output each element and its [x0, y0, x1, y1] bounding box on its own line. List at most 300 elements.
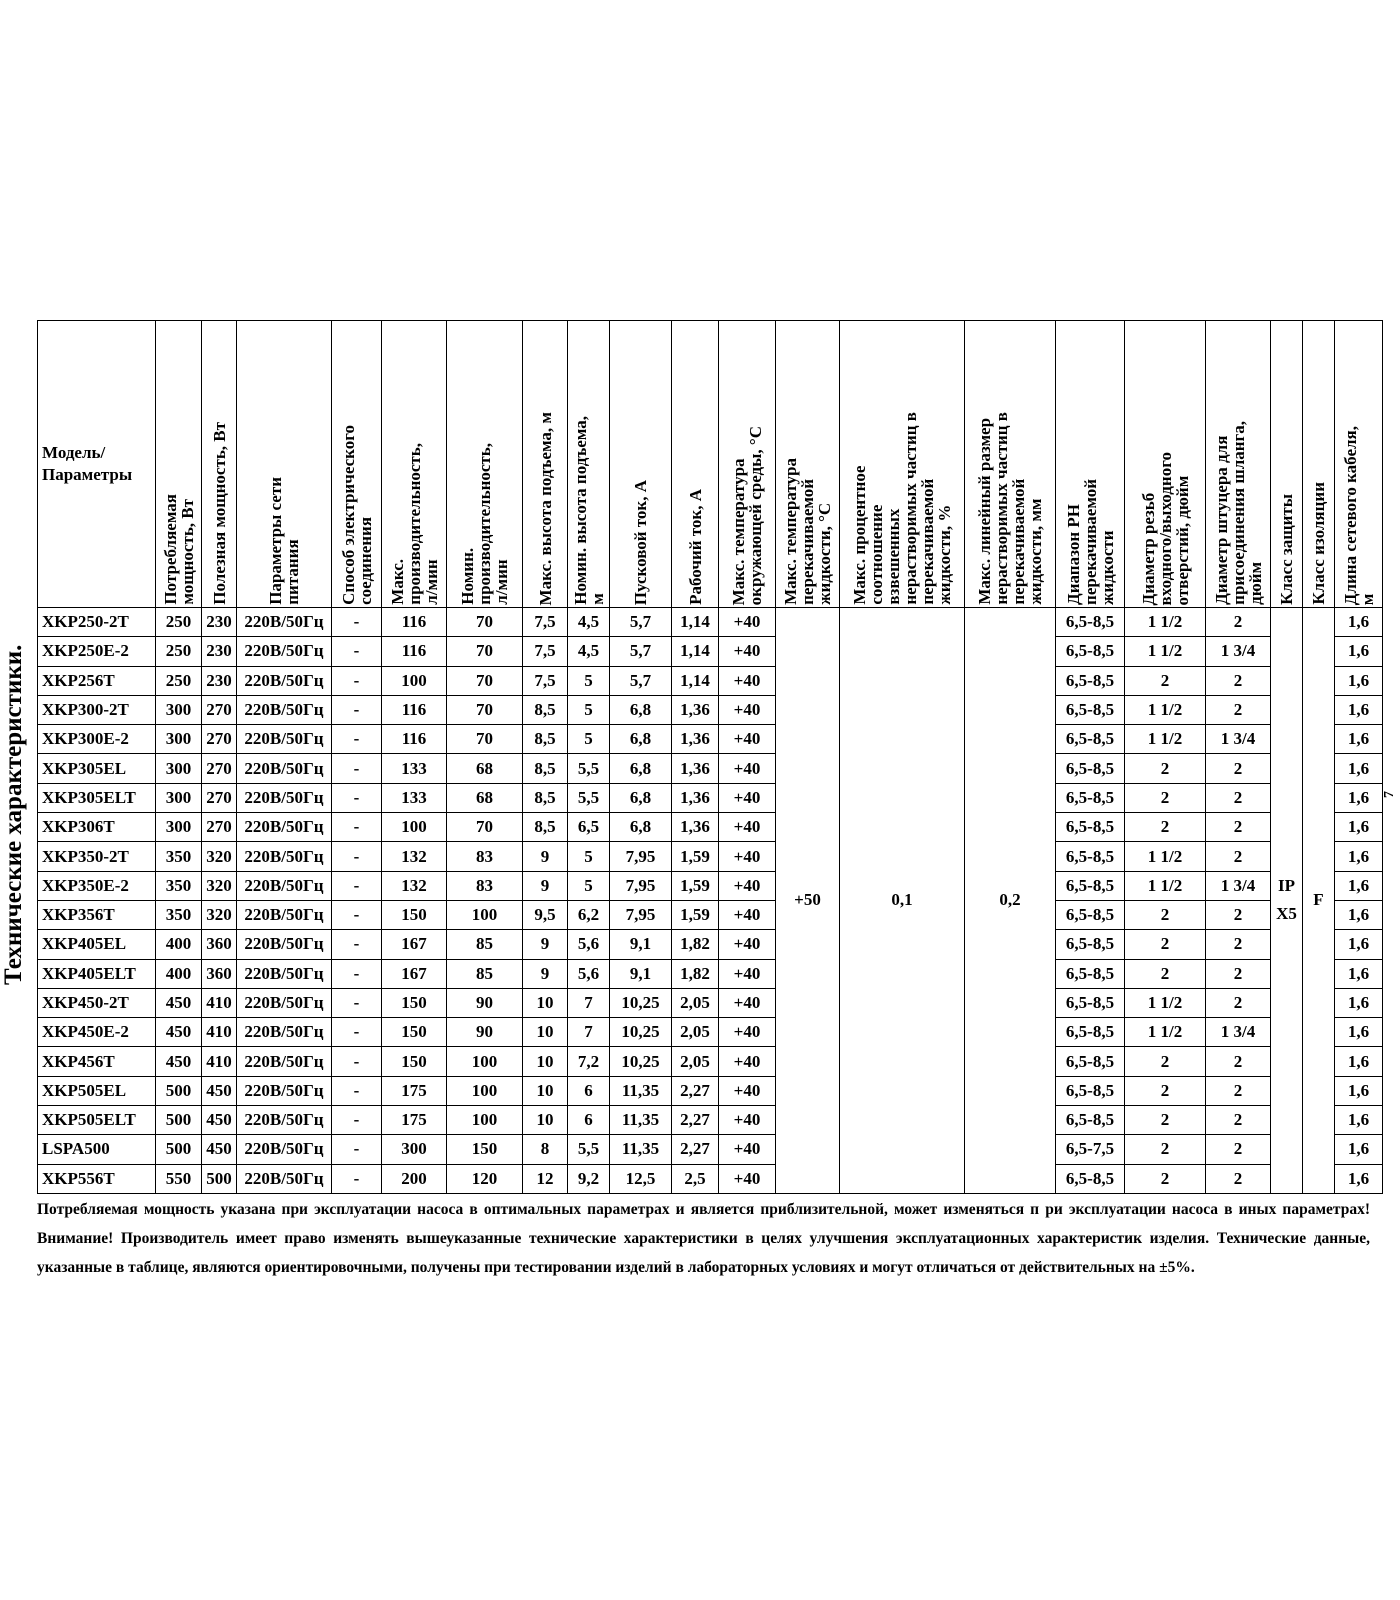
model-cell: XKP250E-2: [38, 637, 156, 666]
table-cell: 1 1/2: [1125, 1018, 1206, 1047]
table-cell: -: [332, 1106, 382, 1135]
table-cell: +40: [719, 1076, 776, 1105]
table-cell: 1,6: [1335, 783, 1383, 812]
table-cell: -: [332, 637, 382, 666]
table-cell: 6,5-8,5: [1056, 783, 1125, 812]
column-header: [523, 321, 568, 608]
column-header-label: Класс защиты: [1277, 494, 1296, 605]
table-cell: 1,14: [672, 637, 719, 666]
table-cell: 1,14: [672, 666, 719, 695]
table-cell: 2,27: [672, 1076, 719, 1105]
table-cell: 5,7: [610, 608, 672, 637]
table-cell: 150: [382, 1047, 447, 1076]
column-header-label: Макс. высота подъема, м: [535, 411, 555, 605]
table-cell: 10: [523, 1106, 568, 1135]
table-cell: 220В/50Гц: [237, 959, 332, 988]
table-cell: 2: [1125, 930, 1206, 959]
table-cell: +40: [719, 871, 776, 900]
table-cell: 6,5-8,5: [1056, 842, 1125, 871]
table-cell: 6,5-8,5: [1056, 608, 1125, 637]
column-header: [965, 321, 1056, 608]
table-cell: 2: [1125, 783, 1206, 812]
table-cell: 133: [382, 754, 447, 783]
column-header-label: Рабочий ток, А: [685, 489, 705, 605]
table-cell: 2: [1125, 1135, 1206, 1164]
table-cell: 11,35: [610, 1106, 672, 1135]
table-cell: 100: [382, 666, 447, 695]
table-row: [38, 695, 1383, 724]
table-cell: 4,5: [568, 608, 610, 637]
table-cell: 350: [156, 842, 202, 871]
table-row: [38, 754, 1383, 783]
table-cell: 1,6: [1335, 1106, 1383, 1135]
table-cell: 220В/50Гц: [237, 1135, 332, 1164]
table-cell: 2: [1206, 608, 1271, 637]
table-cell: 5,7: [610, 666, 672, 695]
table-cell: 1,59: [672, 871, 719, 900]
table-cell: 220В/50Гц: [237, 1018, 332, 1047]
table-cell: 450: [202, 1135, 237, 1164]
table-cell: 6,8: [610, 725, 672, 754]
table-row: [38, 725, 1383, 754]
table-row: [38, 959, 1383, 988]
table-cell: 6,5-8,5: [1056, 1164, 1125, 1193]
model-column-header: Модель/ Параметры: [38, 321, 156, 608]
table-cell: 2: [1206, 666, 1271, 695]
table-cell: 1,6: [1335, 1135, 1383, 1164]
column-header-label: Макс. температура окружающей среды, °C: [729, 425, 765, 605]
table-cell: 6,8: [610, 695, 672, 724]
table-cell: 10: [523, 1076, 568, 1105]
shared-cell-protection-class: IP X5: [1271, 608, 1303, 1194]
table-row: [38, 813, 1383, 842]
table-cell: 250: [156, 666, 202, 695]
table-cell: 70: [447, 666, 523, 695]
table-cell: 270: [202, 725, 237, 754]
table-cell: 1,59: [672, 900, 719, 929]
model-cell: XKP256T: [38, 666, 156, 695]
column-header: [672, 321, 719, 608]
table-row: [38, 608, 1383, 637]
shared-cell-max-liquid-temp: +50: [776, 608, 840, 1194]
table-cell: 270: [202, 695, 237, 724]
table-cell: 500: [156, 1135, 202, 1164]
table-cell: 320: [202, 842, 237, 871]
table-cell: 5,7: [610, 637, 672, 666]
column-header: [610, 321, 672, 608]
table-cell: 11,35: [610, 1076, 672, 1105]
table-cell: 2: [1125, 666, 1206, 695]
table-cell: 70: [447, 637, 523, 666]
table-cell: 6,5-8,5: [1056, 988, 1125, 1017]
table-cell: 2: [1206, 1047, 1271, 1076]
table-cell: 9,1: [610, 959, 672, 988]
model-cell: XKP350E-2: [38, 871, 156, 900]
column-header-label: Номин. производительность, л/мин: [458, 443, 511, 605]
table-cell: -: [332, 871, 382, 900]
table-cell: 220В/50Гц: [237, 1164, 332, 1193]
column-header: [1125, 321, 1206, 608]
table-cell: -: [332, 930, 382, 959]
table-cell: 1,6: [1335, 637, 1383, 666]
table-cell: 220В/50Гц: [237, 842, 332, 871]
table-cell: 2: [1206, 1164, 1271, 1193]
table-cell: 1,6: [1335, 988, 1383, 1017]
table-cell: -: [332, 1135, 382, 1164]
table-cell: 2: [1206, 988, 1271, 1017]
column-header: [1271, 321, 1303, 608]
column-header-label: Способ электрического соединения: [338, 425, 375, 605]
table-cell: 360: [202, 930, 237, 959]
table-cell: 1,6: [1335, 695, 1383, 724]
column-header-label: Макс. процентное соотношение взвешенных нерастворимых частиц в перекачиваемой жидкости, %: [850, 412, 954, 605]
table-cell: 5,6: [568, 930, 610, 959]
table-cell: 6: [568, 1076, 610, 1105]
table-cell: 100: [447, 1047, 523, 1076]
table-cell: 6,2: [568, 900, 610, 929]
table-cell: 1 3/4: [1206, 1018, 1271, 1047]
table-cell: 1,36: [672, 754, 719, 783]
table-cell: 1,6: [1335, 842, 1383, 871]
table-cell: +40: [719, 608, 776, 637]
table-cell: 6: [568, 1106, 610, 1135]
model-cell: XKP356T: [38, 900, 156, 929]
table-cell: -: [332, 608, 382, 637]
table-cell: 6,5-8,5: [1056, 930, 1125, 959]
table-cell: 10: [523, 1047, 568, 1076]
table-cell: +40: [719, 959, 776, 988]
table-cell: 230: [202, 608, 237, 637]
table-row: [38, 1164, 1383, 1193]
table-cell: +40: [719, 1018, 776, 1047]
column-header: [237, 321, 332, 608]
table-cell: 10,25: [610, 1018, 672, 1047]
table-cell: 500: [156, 1076, 202, 1105]
table-row: [38, 783, 1383, 812]
column-header-label: Параметры сети питания: [266, 477, 302, 605]
table-cell: 6,5-8,5: [1056, 666, 1125, 695]
table-cell: +40: [719, 1047, 776, 1076]
table-cell: 116: [382, 608, 447, 637]
table-cell: 350: [156, 871, 202, 900]
table-cell: 10: [523, 1018, 568, 1047]
column-header-label: Номин. высота подъема, м: [570, 416, 607, 605]
table-row: [38, 637, 1383, 666]
column-header-label: Потребляемая мощность, Вт: [160, 494, 197, 605]
table-cell: -: [332, 1076, 382, 1105]
table-cell: 10,25: [610, 1047, 672, 1076]
table-cell: 150: [382, 988, 447, 1017]
table-cell: 7,5: [523, 637, 568, 666]
table-cell: 6,5-8,5: [1056, 871, 1125, 900]
shared-cell-max-particle-size: 0,2: [965, 608, 1056, 1194]
table-cell: 220В/50Гц: [237, 725, 332, 754]
table-cell: 7,95: [610, 900, 672, 929]
table-cell: 1 1/2: [1125, 695, 1206, 724]
page-title: Технические характеристики.: [0, 644, 27, 985]
column-header: [332, 321, 382, 608]
page-number: 7: [1382, 791, 1397, 798]
table-cell: 410: [202, 1018, 237, 1047]
table-cell: 1,6: [1335, 871, 1383, 900]
table-cell: 70: [447, 695, 523, 724]
table-cell: 220В/50Гц: [237, 754, 332, 783]
table-cell: 270: [202, 813, 237, 842]
table-cell: +40: [719, 813, 776, 842]
table-row: [38, 1135, 1383, 1164]
table-cell: 6,5-8,5: [1056, 754, 1125, 783]
table-cell: -: [332, 666, 382, 695]
table-cell: 1,36: [672, 783, 719, 812]
table-cell: 10: [523, 988, 568, 1017]
table-cell: 300: [156, 695, 202, 724]
table-cell: 150: [382, 1018, 447, 1047]
table-cell: 2: [1206, 695, 1271, 724]
table-cell: 133: [382, 783, 447, 812]
table-cell: 9: [523, 959, 568, 988]
table-cell: -: [332, 842, 382, 871]
table-cell: 6,8: [610, 813, 672, 842]
column-header: [719, 321, 776, 608]
table-cell: 410: [202, 1047, 237, 1076]
table-cell: 220В/50Гц: [237, 1106, 332, 1135]
table-cell: 2: [1125, 1164, 1206, 1193]
table-cell: 360: [202, 959, 237, 988]
table-cell: 2,5: [672, 1164, 719, 1193]
table-cell: -: [332, 900, 382, 929]
column-header-label: Макс. линейный размер нерастворимых частиц в перекачиваемой жидкости, мм: [975, 412, 1045, 605]
column-header: [382, 321, 447, 608]
table-cell: 5,6: [568, 959, 610, 988]
table-cell: -: [332, 1047, 382, 1076]
table-cell: 10,25: [610, 988, 672, 1017]
model-cell: XKP405EL: [38, 930, 156, 959]
table-cell: 9: [523, 871, 568, 900]
table-cell: 1 3/4: [1206, 725, 1271, 754]
table-cell: 1 3/4: [1206, 637, 1271, 666]
model-cell: XKP300-2T: [38, 695, 156, 724]
table-cell: 220В/50Гц: [237, 871, 332, 900]
table-row: [38, 1106, 1383, 1135]
table-cell: 1 1/2: [1125, 637, 1206, 666]
column-header: [156, 321, 202, 608]
column-header-label: Длина сетевого кабеля, м: [1340, 425, 1377, 605]
table-cell: 2: [1125, 900, 1206, 929]
table-cell: 7,95: [610, 842, 672, 871]
table-cell: 6,8: [610, 783, 672, 812]
model-cell: XKP306T: [38, 813, 156, 842]
table-cell: 132: [382, 842, 447, 871]
table-cell: -: [332, 725, 382, 754]
table-cell: 6,5: [568, 813, 610, 842]
table-cell: 90: [447, 988, 523, 1017]
table-cell: +40: [719, 695, 776, 724]
table-cell: 6,5-8,5: [1056, 813, 1125, 842]
table-cell: 2: [1206, 930, 1271, 959]
table-cell: 220В/50Гц: [237, 988, 332, 1017]
table-cell: 2: [1125, 754, 1206, 783]
table-cell: 350: [156, 900, 202, 929]
table-cell: -: [332, 988, 382, 1017]
column-header-label: Пусковой ток, А: [631, 479, 650, 605]
column-header-label: Макс. производительность, л/мин: [387, 443, 441, 605]
table-cell: 100: [447, 1076, 523, 1105]
table-cell: 220В/50Гц: [237, 930, 332, 959]
table-cell: -: [332, 959, 382, 988]
table-cell: 7,5: [523, 608, 568, 637]
table-cell: 12: [523, 1164, 568, 1193]
table-cell: +40: [719, 754, 776, 783]
table-cell: 8: [523, 1135, 568, 1164]
table-cell: 2: [1125, 1076, 1206, 1105]
table-cell: 220В/50Гц: [237, 695, 332, 724]
table-cell: 2: [1125, 1106, 1206, 1135]
table-row: [38, 1047, 1383, 1076]
model-cell: XKP505EL: [38, 1076, 156, 1105]
table-cell: 1 1/2: [1125, 842, 1206, 871]
table-cell: -: [332, 783, 382, 812]
table-row: [38, 930, 1383, 959]
table-cell: 4,5: [568, 637, 610, 666]
table-cell: 2,05: [672, 1047, 719, 1076]
column-header: [776, 321, 840, 608]
table-cell: +40: [719, 666, 776, 695]
table-cell: +40: [719, 1164, 776, 1193]
table-cell: 9,1: [610, 930, 672, 959]
table-cell: 250: [156, 608, 202, 637]
model-cell: XKP305EL: [38, 754, 156, 783]
table-cell: 1,6: [1335, 1076, 1383, 1105]
table-cell: 6,5-8,5: [1056, 1106, 1125, 1135]
table-row: [38, 1018, 1383, 1047]
table-cell: 100: [382, 813, 447, 842]
model-cell: XKP405ELT: [38, 959, 156, 988]
table-cell: 7: [568, 988, 610, 1017]
table-cell: 5,5: [568, 783, 610, 812]
table-cell: 9,2: [568, 1164, 610, 1193]
table-cell: 83: [447, 842, 523, 871]
table-cell: 11,35: [610, 1135, 672, 1164]
table-cell: 1,6: [1335, 1018, 1383, 1047]
table-cell: 1,6: [1335, 813, 1383, 842]
table-cell: 6,5-8,5: [1056, 725, 1125, 754]
table-cell: 1,36: [672, 695, 719, 724]
table-cell: 83: [447, 871, 523, 900]
table-cell: 220В/50Гц: [237, 813, 332, 842]
column-header-label: Диаметр резьб входного/выходного отверстий, дюйм: [1138, 451, 1192, 605]
table-cell: 68: [447, 754, 523, 783]
table-row: [38, 871, 1383, 900]
table-cell: 1,6: [1335, 900, 1383, 929]
table-cell: 230: [202, 637, 237, 666]
table-cell: 7,5: [523, 666, 568, 695]
table-cell: 550: [156, 1164, 202, 1193]
table-cell: 2,27: [672, 1106, 719, 1135]
table-cell: 167: [382, 959, 447, 988]
table-cell: 70: [447, 608, 523, 637]
table-cell: 300: [156, 813, 202, 842]
column-header: [1206, 321, 1271, 608]
table-cell: -: [332, 695, 382, 724]
table-cell: 200: [382, 1164, 447, 1193]
table-cell: 6,5-8,5: [1056, 900, 1125, 929]
table-cell: 270: [202, 783, 237, 812]
table-cell: 6,5-8,5: [1056, 637, 1125, 666]
table-cell: 2: [1125, 1047, 1206, 1076]
model-cell: XKP300E-2: [38, 725, 156, 754]
table-cell: 320: [202, 871, 237, 900]
table-cell: 1,59: [672, 842, 719, 871]
table-cell: 6,5-8,5: [1056, 959, 1125, 988]
table-cell: +40: [719, 900, 776, 929]
table-cell: 220В/50Гц: [237, 608, 332, 637]
table-cell: 410: [202, 988, 237, 1017]
table-row: [38, 1076, 1383, 1105]
table-cell: 1,6: [1335, 725, 1383, 754]
table-cell: 500: [202, 1164, 237, 1193]
table-cell: 220В/50Гц: [237, 900, 332, 929]
table-cell: 7,95: [610, 871, 672, 900]
table-cell: 230: [202, 666, 237, 695]
table-cell: 5: [568, 725, 610, 754]
table-cell: 150: [447, 1135, 523, 1164]
table-cell: 2: [1206, 842, 1271, 871]
table-cell: 450: [156, 1018, 202, 1047]
table-cell: 450: [156, 988, 202, 1017]
table-cell: +40: [719, 930, 776, 959]
table-row: [38, 842, 1383, 871]
table-cell: 116: [382, 725, 447, 754]
table-cell: 220В/50Гц: [237, 666, 332, 695]
table-cell: 9: [523, 930, 568, 959]
table-cell: +40: [719, 842, 776, 871]
specs-table: [37, 320, 1383, 1194]
table-cell: 2,27: [672, 1135, 719, 1164]
table-cell: 1,6: [1335, 754, 1383, 783]
table-cell: 8,5: [523, 783, 568, 812]
table-cell: 1,6: [1335, 930, 1383, 959]
table-cell: 2: [1206, 1076, 1271, 1105]
table-cell: 1,82: [672, 930, 719, 959]
column-header-label: Полезная мощность, Вт: [209, 422, 229, 605]
table-cell: 320: [202, 900, 237, 929]
table-cell: 6,5-8,5: [1056, 695, 1125, 724]
table-cell: +40: [719, 988, 776, 1017]
shared-cell-insulation-class: F: [1303, 608, 1335, 1194]
table-cell: 220В/50Гц: [237, 1076, 332, 1105]
table-cell: 2: [1206, 1106, 1271, 1135]
model-cell: XKP556T: [38, 1164, 156, 1193]
column-header: [568, 321, 610, 608]
table-cell: 2: [1125, 959, 1206, 988]
table-cell: 450: [202, 1106, 237, 1135]
table-cell: -: [332, 1164, 382, 1193]
table-cell: 132: [382, 871, 447, 900]
table-cell: 100: [447, 900, 523, 929]
table-cell: 500: [156, 1106, 202, 1135]
table-cell: 400: [156, 930, 202, 959]
table-cell: 5: [568, 666, 610, 695]
model-cell: XKP505ELT: [38, 1106, 156, 1135]
table-row: [38, 988, 1383, 1017]
column-header: [1056, 321, 1125, 608]
table-cell: 8,5: [523, 813, 568, 842]
table-cell: 5: [568, 871, 610, 900]
column-header-label: Диаметр штуцера для присоединения шланга, дюйм: [1211, 421, 1265, 605]
table-cell: 1,14: [672, 608, 719, 637]
table-cell: 300: [156, 725, 202, 754]
table-cell: 68: [447, 783, 523, 812]
